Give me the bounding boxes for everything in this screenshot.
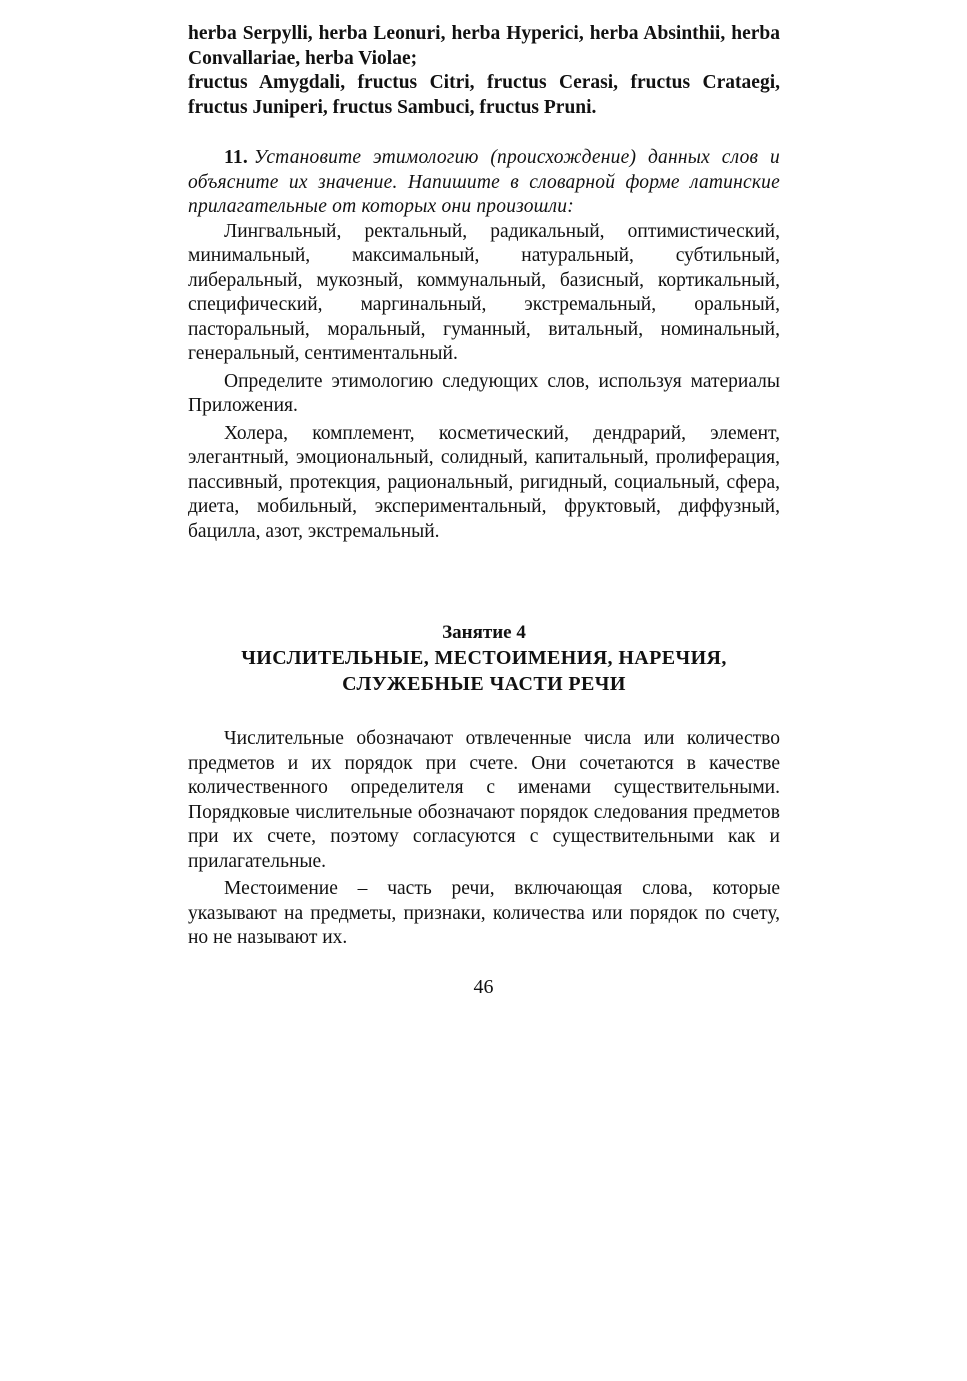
task-instruction-text: Установите этимологию (происхождение) данных слов и объясните их значение. Напишите в словарной форме латинские прилагательные от которых они произошли: <box>188 147 780 217</box>
page-number: 46 <box>473 976 494 998</box>
task-11-instruction-2: Определите этимологию следующих слов, используя материалы Приложения. <box>188 370 780 416</box>
paragraph-pronouns: Местоимение – часть речи, включающая слова, которые указывают на предметы, признаки, количества или порядок по счету, но не называют их. <box>188 878 780 948</box>
lesson-title-line-2: СЛУЖЕБНЫЕ ЧАСТИ РЕЧИ <box>342 673 626 695</box>
lesson-heading <box>188 621 780 697</box>
page-content <box>188 22 780 951</box>
latin-herba-list: herba Serpylli, herba Leonuri, herba Hyperici, herba Absinthii, herba Convallariae, herba Violae; <box>188 23 780 69</box>
latin-fructus-list: fructus Amygdali, fructus Citri, fructus Cerasi, fructus Crataegi, fructus Juniperi, fructus Sambuci, fructus Pruni. <box>188 72 780 118</box>
paragraph-numerals: Числительные обозначают отвлеченные числа или количество предметов и их порядок при счете. Они сочетаются в качестве количественного определителя с именами существительными. Порядковые числительные обозначают порядок следования предметов при их счете, поэтому согласуются с существительными как и прилагательные. <box>188 728 780 872</box>
task-11-instruction <box>188 146 780 220</box>
lesson-label: Занятие 4 <box>442 622 526 643</box>
task-number: 11. <box>224 147 248 168</box>
task-11-words-list-2: Холера, комплемент, косметический, дендрарий, элемент, элегантный, эмоциональный, солидный, капитальный, пролиферация, пассивный, протекция, рациональный, ригидный, социальный, сфера, диета, мобильный, экспериментальный, фруктовый, диффузный, бацилла, азот, экстремальный. <box>188 422 780 542</box>
task-11-words-list: Лингвальный, ректальный, радикальный, оптимистический, минимальный, максимальный, натуральный, субтильный, либеральный, мукозный, коммунальный, базисный, кортикальный, специфический, маргинальный, экстремальный, оральный, пасторальный, моральный, гуманный, витальный, номинальный, генеральный, сентиментальный. <box>188 220 780 364</box>
lesson-title-line-1: ЧИСЛИТЕЛЬНЫЕ, МЕСТОИМЕНИЯ, НАРЕЧИЯ, <box>241 647 727 669</box>
